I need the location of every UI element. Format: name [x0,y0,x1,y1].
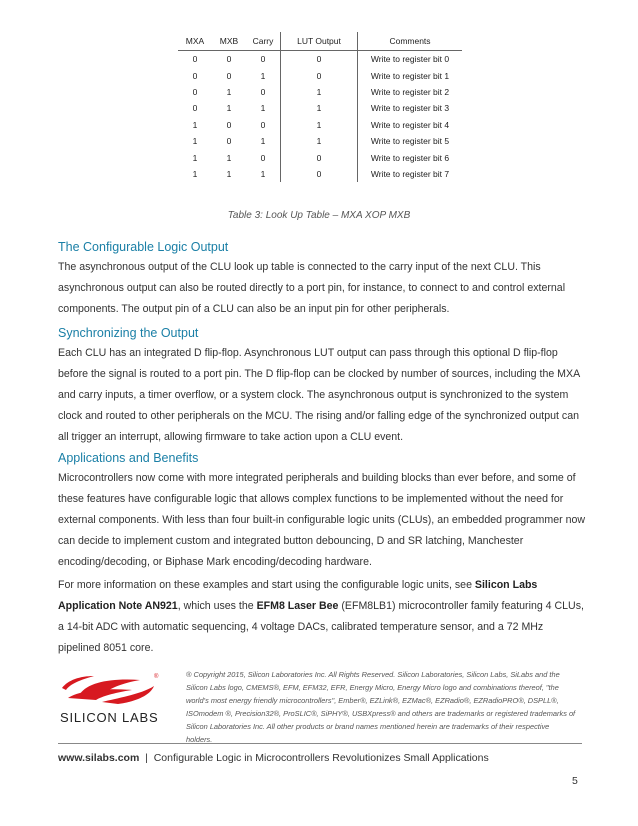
table-row [178,117,462,133]
paragraph-apps: Microcontrollers now come with more integrated peripherals and building blocks than ever before, and some of these features have configurable logic that allows complex functions to be implemented without the need for external components. With less than four built-in configurable logic units (CLUs), an embedded programmer now can decide to implement custom and integrated button debouncing, D and SR latching, Manchester encoding/decoding, or Biphase Mark encoding/decoding hardware. [58,472,586,568]
col-lut-output: LUT Output [281,32,358,51]
cell: 0 [281,166,358,182]
app-note-reference: Silicon Labs Application Note AN921 [58,579,538,612]
copyright-notice: ® Copyright 2015, Silicon Laboratories Inc. All Rights Reserved. Silicon Laboratories, Silicon Labs, SiLabs and the Silicon Labs logo, CMEMS®, EFM, EFM32, EFR, Energy Micro, Energy Micro logo and combinations thereof, "the world's most energy friendly microcontrollers", Ember®, EZLink®, EZMac®, EZRadio®, EZRadioPRO®, DSPLL®, ISOmodem ®, Precision32®, ProSLIC®, SiPHY®, USBXpress® and others are trademarks or registered trademarks of Silicon Laboratories Inc. All other products or brand names mentioned herein are trademarks of their respective holders. [186,670,576,744]
table-header-row [178,32,462,51]
cell: Write to register bit 3 [370,103,450,114]
col-mxa: MXA [178,32,212,51]
cell: 0 [192,86,198,97]
cell: 1 [246,166,281,182]
cell: 0 [281,67,358,83]
cell: Write to register bit 4 [370,119,450,130]
cell: Write to register bit 1 [370,70,450,81]
cell: 0 [281,149,358,165]
cell: 1 [226,86,232,97]
cell: 0 [246,117,281,133]
cell: 1 [226,168,232,179]
cell: 0 [226,136,232,147]
laser-bee-reference: EFM8 Laser Bee [256,600,339,612]
cell: 1 [246,67,281,83]
cell: 1 [246,133,281,149]
cell: 0 [246,51,281,68]
more-text-1: For more information on these examples and start using the configurable logic units, see [58,579,475,591]
page-number: 5 [572,775,578,787]
cell: Write to register bit 0 [370,54,450,65]
cell: 0 [246,149,281,165]
paragraph-sync: Each CLU has an integrated D flip-flop. Asynchronous LUT output can pass through this optional D flip-flop before the signal is routed to a port pin. The D flip-flop can be clocked by number of sources, including the MXA and carry inputs, a timer overflow, or a system clock. The asynchronous output is synchronized to the system clock and routed to other peripherals on the MCU. The rising and/or falling edge of the synchronized output can all trigger an interrupt, allowing firmware to take action upon a CLU event. [58,347,580,443]
footer [58,752,489,764]
cell: Write to register bit 7 [370,168,450,179]
cell: 1 [281,84,358,100]
paragraph-output: The asynchronous output of the CLU look up table is connected to the carry input of the next CLU. This asynchronous output can also be routed directly to a port pin, for instance, to connect to and control external components. The output pin of a CLU can also be an input pin for other peripherals. [58,261,566,315]
col-carry: Carry [246,32,281,51]
logo-registered-mark: ® [154,674,159,680]
cell: 0 [192,70,198,81]
silicon-labs-logo [58,668,166,724]
cell: 0 [192,54,198,65]
logo-wordmark: SILICON LABS [60,710,159,724]
table-caption: Table 3: Look Up Table – MXA XOP MXB [227,210,411,221]
cell: 0 [281,51,358,68]
cell: 0 [246,84,281,100]
col-comments: Comments [358,32,463,51]
cell: 0 [226,54,232,65]
cell: Write to register bit 6 [370,152,450,163]
cell: 1 [281,133,358,149]
table-row [178,100,462,116]
cell: 1 [192,168,198,179]
more-text-3: (EFM8LB1) microcontroller family featuring 4 CLUs, a 14-bit ADC with automatic sequencing, 4 voltage DACs, calibrated temperature sensor, and a 72 MHz pipelined 8051 core. [58,600,584,654]
table-row [178,67,462,83]
paragraph-more-info [58,575,588,659]
footer-site-link[interactable]: www.silabs.com [58,752,140,764]
cell: 1 [246,100,281,116]
more-text-2: , which uses the [177,600,257,612]
cell: 1 [226,152,232,163]
cell: 0 [226,119,232,130]
heading-synchronizing-output: Synchronizing the Output [58,326,199,340]
cell: 0 [226,70,232,81]
cell: Write to register bit 2 [370,86,450,97]
heading-configurable-logic-output: The Configurable Logic Output [58,240,229,254]
cell: 1 [226,103,232,114]
cell: 1 [281,100,358,116]
footer-divider [58,743,582,744]
table-row [178,149,462,165]
table-row [178,51,462,68]
footer-title: Configurable Logic in Microcontrollers Revolutionizes Small Applications [153,752,489,764]
cell: 1 [192,136,198,147]
logo-swoosh-icon [58,668,166,724]
heading-applications-benefits: Applications and Benefits [58,451,199,465]
cell: 1 [281,117,358,133]
lut-table [178,32,462,182]
cell: 1 [192,119,198,130]
cell: 0 [192,103,198,114]
table-row [178,166,462,182]
cell: Write to register bit 5 [370,136,450,147]
cell: 1 [192,152,198,163]
table-row [178,84,462,100]
footer-separator: | [139,752,154,764]
table-row [178,133,462,149]
col-mxb: MXB [212,32,246,51]
